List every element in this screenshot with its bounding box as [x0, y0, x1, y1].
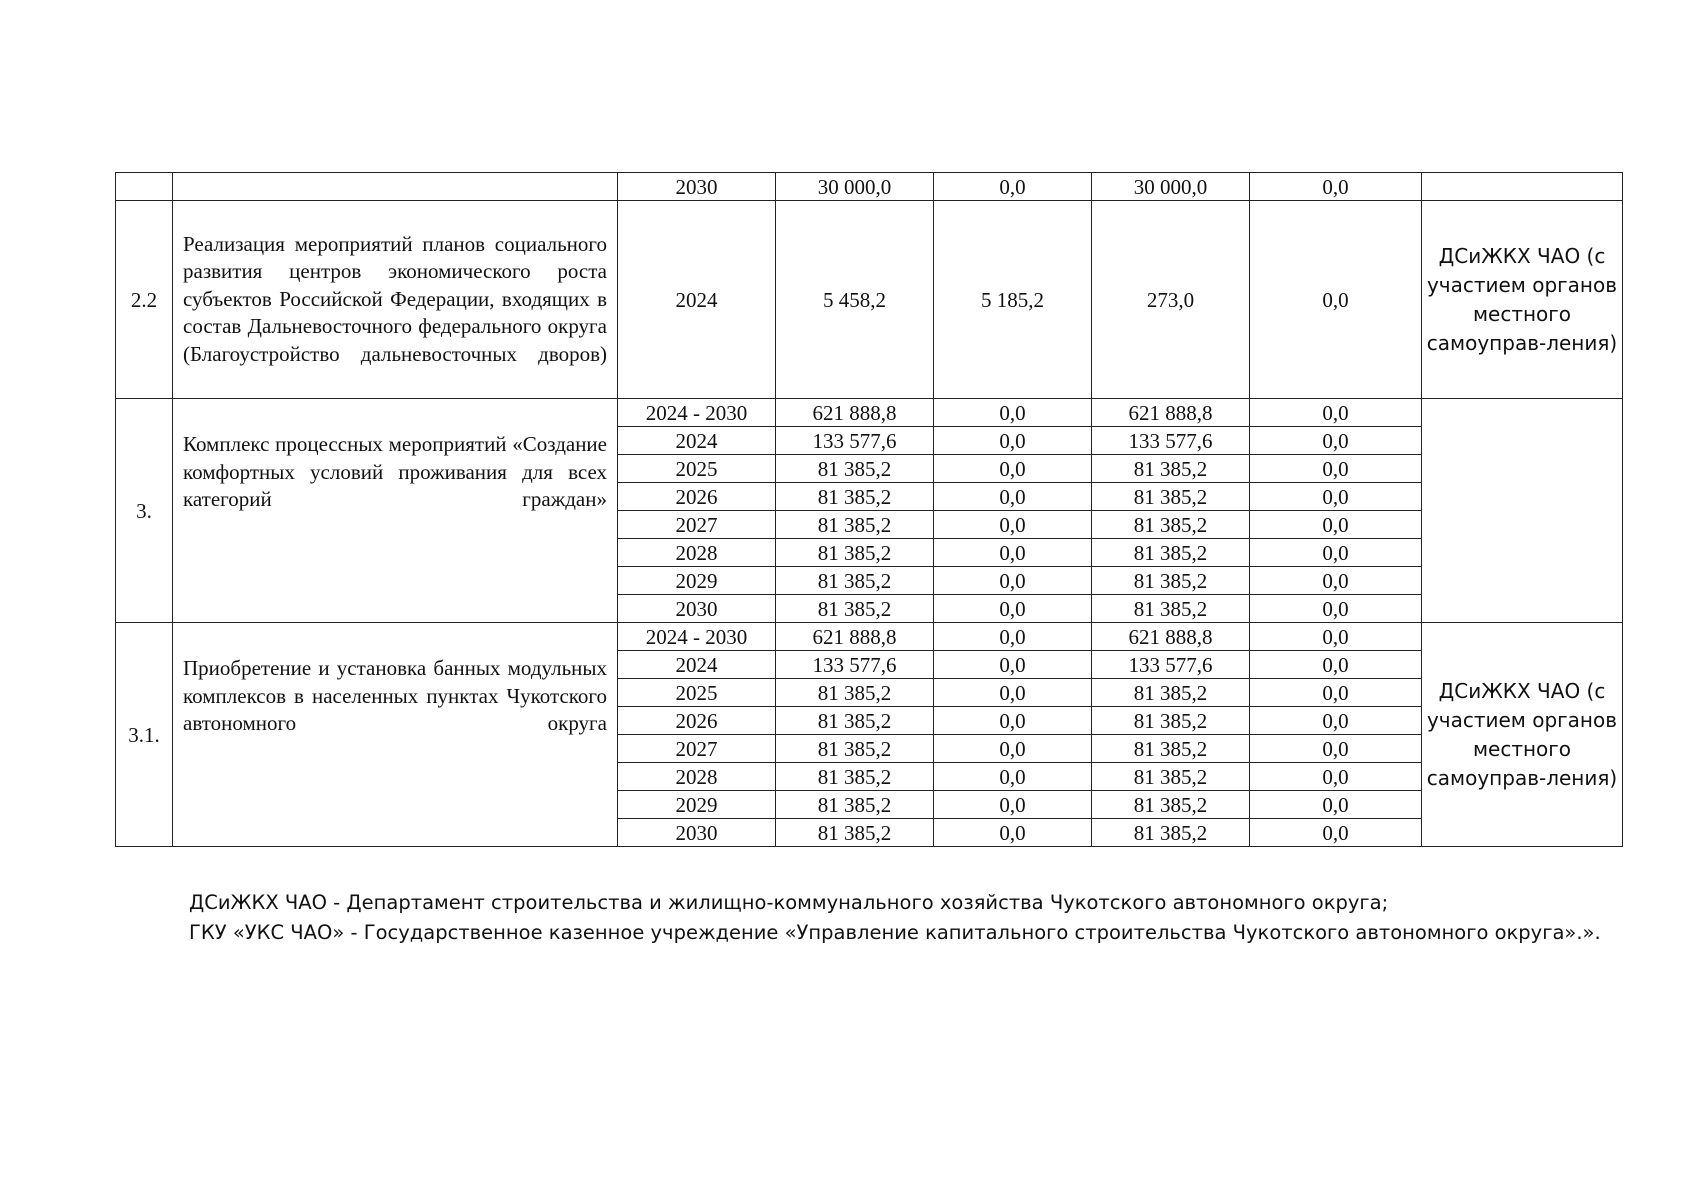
period-cell: 2026	[618, 483, 776, 511]
regional-cell: 81 385,2	[1092, 567, 1250, 595]
other-cell: 0,0	[1250, 539, 1422, 567]
federal-cell: 0,0	[934, 595, 1092, 623]
period-cell: 2029	[618, 791, 776, 819]
other-cell: 0,0	[1250, 679, 1422, 707]
other-cell: 0,0	[1250, 567, 1422, 595]
federal-cell: 0,0	[934, 651, 1092, 679]
other-cell: 0,0	[1250, 791, 1422, 819]
federal-cell: 0,0	[934, 427, 1092, 455]
federal-cell: 0,0	[934, 399, 1092, 427]
federal-cell: 5 185,2	[934, 201, 1092, 399]
total-cell: 81 385,2	[776, 791, 934, 819]
regional-cell: 81 385,2	[1092, 511, 1250, 539]
other-cell: 0,0	[1250, 623, 1422, 651]
other-cell: 0,0	[1250, 173, 1422, 201]
name-cell	[173, 173, 618, 201]
other-cell: 0,0	[1250, 651, 1422, 679]
period-cell: 2024	[618, 651, 776, 679]
federal-cell: 0,0	[934, 707, 1092, 735]
regional-cell: 81 385,2	[1092, 791, 1250, 819]
activity-name: Приобретение и установка банных модульных комплексов в населенных пунктах Чукотского автономного округа	[173, 623, 618, 847]
total-cell: 30 000,0	[776, 173, 934, 201]
federal-cell: 0,0	[934, 679, 1092, 707]
regional-cell: 81 385,2	[1092, 679, 1250, 707]
other-cell: 0,0	[1250, 511, 1422, 539]
total-cell: 81 385,2	[776, 539, 934, 567]
total-cell: 81 385,2	[776, 511, 934, 539]
footnote-gku-uks: ГКУ «УКС ЧАО» - Государственное казенное учреждение «Управление капитального строительства Чукотского автономного округа».».	[189, 921, 1601, 944]
federal-cell: 0,0	[934, 763, 1092, 791]
activity-group-3-1	[116, 623, 1623, 847]
regional-cell: 81 385,2	[1092, 483, 1250, 511]
activity-name: Комплекс процессных мероприятий «Создание комфортных условий проживания для всех категорий граждан»	[173, 399, 618, 623]
table-row	[116, 173, 1623, 201]
other-cell: 0,0	[1250, 763, 1422, 791]
row-number: 2.2	[116, 201, 173, 399]
total-cell: 621 888,8	[776, 399, 934, 427]
federal-cell: 0,0	[934, 567, 1092, 595]
federal-cell: 0,0	[934, 511, 1092, 539]
period-cell: 2030	[618, 173, 776, 201]
activity-name: Реализация мероприятий планов социального развития центров экономического роста субъектов Российской Федерации, входящих в состав Дальневосточного федерального округа (Благоустройство дальневосточных дворов)	[173, 201, 618, 399]
period-cell: 2028	[618, 539, 776, 567]
federal-cell: 0,0	[934, 455, 1092, 483]
other-cell: 0,0	[1250, 707, 1422, 735]
total-cell: 81 385,2	[776, 763, 934, 791]
period-cell: 2024 - 2030	[618, 399, 776, 427]
table-row	[116, 623, 1623, 651]
period-cell: 2024	[618, 427, 776, 455]
regional-cell: 81 385,2	[1092, 763, 1250, 791]
period-cell: 2027	[618, 735, 776, 763]
total-cell: 81 385,2	[776, 735, 934, 763]
regional-cell: 81 385,2	[1092, 819, 1250, 847]
regional-cell: 621 888,8	[1092, 399, 1250, 427]
row-number: 3.	[116, 399, 173, 623]
total-cell: 81 385,2	[776, 595, 934, 623]
period-cell: 2025	[618, 455, 776, 483]
footnotes	[115, 888, 1648, 948]
regional-cell: 133 577,6	[1092, 427, 1250, 455]
other-cell: 0,0	[1250, 427, 1422, 455]
total-cell: 81 385,2	[776, 567, 934, 595]
table-row	[116, 399, 1623, 427]
regional-cell: 133 577,6	[1092, 651, 1250, 679]
other-cell: 0,0	[1250, 201, 1422, 399]
regional-cell: 621 888,8	[1092, 623, 1250, 651]
total-cell: 81 385,2	[776, 707, 934, 735]
federal-cell: 0,0	[934, 735, 1092, 763]
regional-cell: 81 385,2	[1092, 455, 1250, 483]
regional-cell: 81 385,2	[1092, 707, 1250, 735]
period-cell: 2024	[618, 201, 776, 399]
regional-cell: 81 385,2	[1092, 539, 1250, 567]
other-cell: 0,0	[1250, 735, 1422, 763]
num-cell	[116, 173, 173, 201]
other-cell: 0,0	[1250, 455, 1422, 483]
table-row	[116, 201, 1623, 399]
period-cell: 2025	[618, 679, 776, 707]
total-cell: 5 458,2	[776, 201, 934, 399]
total-cell: 81 385,2	[776, 819, 934, 847]
responsible-cell: ДСиЖКХ ЧАО (с участием органов местного самоуправ-ления)	[1422, 623, 1623, 847]
federal-cell: 0,0	[934, 791, 1092, 819]
period-cell: 2030	[618, 819, 776, 847]
regional-cell: 81 385,2	[1092, 595, 1250, 623]
regional-cell: 30 000,0	[1092, 173, 1250, 201]
row-number: 3.1.	[116, 623, 173, 847]
federal-cell: 0,0	[934, 173, 1092, 201]
other-cell: 0,0	[1250, 483, 1422, 511]
total-cell: 81 385,2	[776, 679, 934, 707]
federal-cell: 0,0	[934, 539, 1092, 567]
period-cell: 2030	[618, 595, 776, 623]
other-cell: 0,0	[1250, 399, 1422, 427]
period-cell: 2029	[618, 567, 776, 595]
responsible-cell: ДСиЖКХ ЧАО (с участием органов местного самоуправ-ления)	[1422, 201, 1623, 399]
funding-table	[115, 172, 1623, 847]
total-cell: 133 577,6	[776, 651, 934, 679]
total-cell: 81 385,2	[776, 483, 934, 511]
regional-cell: 81 385,2	[1092, 735, 1250, 763]
responsible-cell	[1422, 399, 1623, 623]
federal-cell: 0,0	[934, 483, 1092, 511]
regional-cell: 273,0	[1092, 201, 1250, 399]
federal-cell: 0,0	[934, 819, 1092, 847]
period-cell: 2028	[618, 763, 776, 791]
total-cell: 81 385,2	[776, 455, 934, 483]
total-cell: 621 888,8	[776, 623, 934, 651]
federal-cell: 0,0	[934, 623, 1092, 651]
total-cell: 133 577,6	[776, 427, 934, 455]
other-cell: 0,0	[1250, 595, 1422, 623]
footnote-dsizhkh: ДСиЖКХ ЧАО - Департамент строительства и жилищно-коммунального хозяйства Чукотского автономного округа;	[189, 891, 1389, 914]
other-cell: 0,0	[1250, 819, 1422, 847]
period-cell: 2024 - 2030	[618, 623, 776, 651]
period-cell: 2026	[618, 707, 776, 735]
activity-group-3	[116, 399, 1623, 623]
period-cell: 2027	[618, 511, 776, 539]
responsible-cell	[1422, 173, 1623, 201]
